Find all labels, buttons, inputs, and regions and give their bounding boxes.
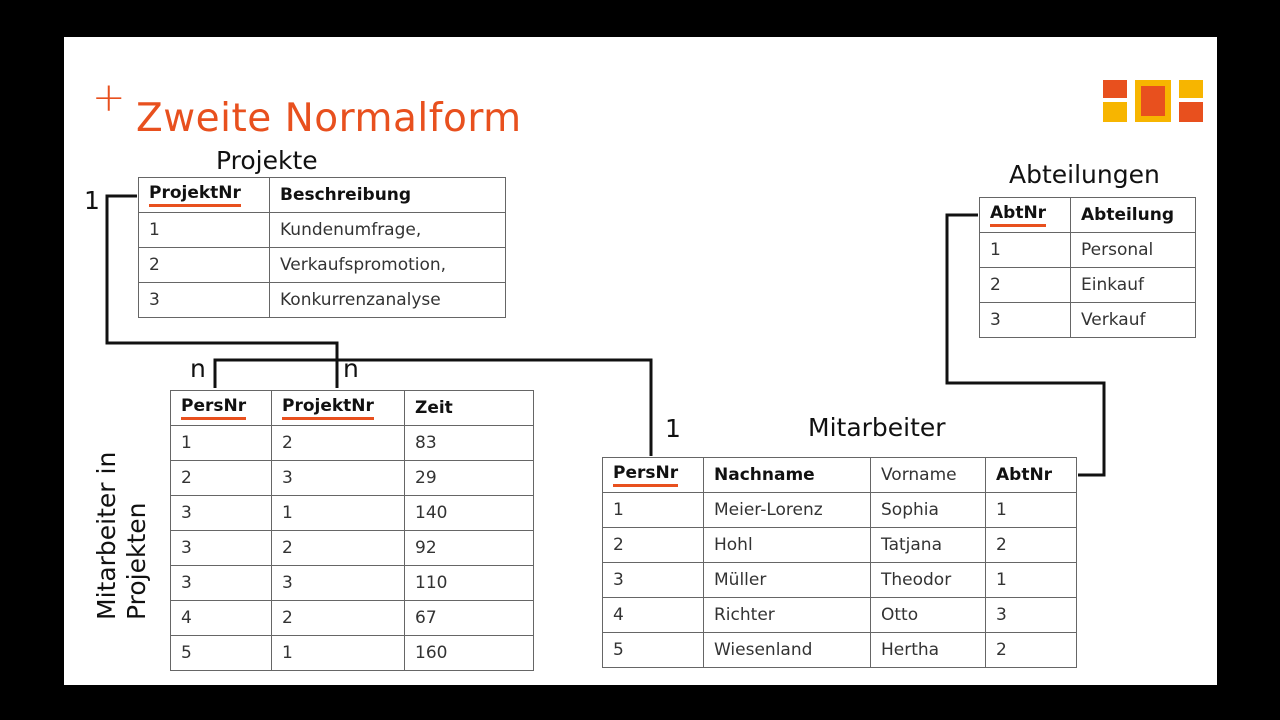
mitarbeiter-label: Mitarbeiter bbox=[808, 413, 946, 442]
cell: Theodor bbox=[871, 563, 986, 598]
table-row bbox=[603, 563, 1077, 598]
cell: 4 bbox=[603, 598, 704, 633]
cell: 2 bbox=[603, 528, 704, 563]
cell: Müller bbox=[704, 563, 871, 598]
cell: Einkauf bbox=[1071, 268, 1196, 303]
table-row bbox=[171, 496, 534, 531]
cell: 1 bbox=[986, 563, 1077, 598]
cell: 3 bbox=[272, 566, 405, 601]
table-row bbox=[171, 636, 534, 671]
cell: 5 bbox=[171, 636, 272, 671]
table-header-row bbox=[171, 391, 534, 426]
cell: 2 bbox=[171, 461, 272, 496]
cell: Konkurrenzanalyse bbox=[270, 283, 506, 318]
cell: 1 bbox=[139, 213, 270, 248]
cell: 1 bbox=[603, 493, 704, 528]
cardinality-one-mitarbeiter: 1 bbox=[665, 414, 681, 443]
cell: 2 bbox=[272, 601, 405, 636]
table-header-row bbox=[980, 198, 1196, 233]
table-row bbox=[603, 528, 1077, 563]
cell: Verkauf bbox=[1071, 303, 1196, 338]
table-row bbox=[603, 633, 1077, 668]
cell: Hohl bbox=[704, 528, 871, 563]
cell: Personal bbox=[1071, 233, 1196, 268]
table-row bbox=[171, 426, 534, 461]
table-row bbox=[139, 213, 506, 248]
cell: 5 bbox=[603, 633, 704, 668]
cell: 2 bbox=[272, 426, 405, 461]
page-title: Zweite Normalform bbox=[136, 96, 522, 141]
col-nachname: Nachname bbox=[704, 458, 871, 493]
cell: Sophia bbox=[871, 493, 986, 528]
mip-table bbox=[170, 390, 534, 671]
cell: 1 bbox=[272, 636, 405, 671]
cell: 2 bbox=[272, 531, 405, 566]
cell: Kundenumfrage, bbox=[270, 213, 506, 248]
cell: 92 bbox=[405, 531, 534, 566]
cell: Meier-Lorenz bbox=[704, 493, 871, 528]
table-row bbox=[171, 601, 534, 636]
table-row bbox=[139, 283, 506, 318]
cell: 3 bbox=[171, 566, 272, 601]
mip-label: Mitarbeiter in Projekten bbox=[92, 451, 151, 620]
col-persnr: PersNr bbox=[171, 391, 272, 426]
cell: 3 bbox=[603, 563, 704, 598]
cell: Tatjana bbox=[871, 528, 986, 563]
abteilungen-label: Abteilungen bbox=[1009, 160, 1160, 189]
projekte-table bbox=[138, 177, 506, 318]
table-header-row bbox=[603, 458, 1077, 493]
col-projektnr: ProjektNr bbox=[139, 178, 270, 213]
table-row bbox=[980, 268, 1196, 303]
abteilungen-table bbox=[979, 197, 1196, 338]
cell: 2 bbox=[139, 248, 270, 283]
cell: 160 bbox=[405, 636, 534, 671]
table-row bbox=[139, 248, 506, 283]
cell: 110 bbox=[405, 566, 534, 601]
col-persnr: PersNr bbox=[603, 458, 704, 493]
cell: Wiesenland bbox=[704, 633, 871, 668]
col-beschreibung: Beschreibung bbox=[270, 178, 506, 213]
table-row bbox=[171, 531, 534, 566]
table-row bbox=[171, 566, 534, 601]
cell: 2 bbox=[980, 268, 1071, 303]
cell: 67 bbox=[405, 601, 534, 636]
col-abtnr: AbtNr bbox=[986, 458, 1077, 493]
cell: 2 bbox=[986, 528, 1077, 563]
cell: Verkaufspromotion, bbox=[270, 248, 506, 283]
table-row bbox=[603, 598, 1077, 633]
cell: 3 bbox=[272, 461, 405, 496]
cell: Richter bbox=[704, 598, 871, 633]
table-row bbox=[171, 461, 534, 496]
cell: 3 bbox=[171, 531, 272, 566]
cell: 2 bbox=[986, 633, 1077, 668]
table-row bbox=[980, 233, 1196, 268]
projekte-label: Projekte bbox=[216, 146, 318, 175]
col-abtnr: AbtNr bbox=[980, 198, 1071, 233]
cardinality-n-projektnr: n bbox=[343, 354, 359, 383]
cell: 83 bbox=[405, 426, 534, 461]
cell: 1 bbox=[980, 233, 1071, 268]
cell: 1 bbox=[272, 496, 405, 531]
cell: 29 bbox=[405, 461, 534, 496]
table-row bbox=[980, 303, 1196, 338]
cell: 1 bbox=[986, 493, 1077, 528]
cardinality-n-persnr: n bbox=[190, 354, 206, 383]
table-row bbox=[603, 493, 1077, 528]
col-abteilung: Abteilung bbox=[1071, 198, 1196, 233]
cell: Hertha bbox=[871, 633, 986, 668]
cell: 3 bbox=[139, 283, 270, 318]
cell: 1 bbox=[171, 426, 272, 461]
cell: Otto bbox=[871, 598, 986, 633]
cell: 140 bbox=[405, 496, 534, 531]
cardinality-one-projekte: 1 bbox=[84, 186, 100, 215]
col-projektnr: ProjektNr bbox=[272, 391, 405, 426]
cell: 3 bbox=[986, 598, 1077, 633]
table-header-row bbox=[139, 178, 506, 213]
col-vorname: Vorname bbox=[871, 458, 986, 493]
col-zeit: Zeit bbox=[405, 391, 534, 426]
mitarbeiter-table bbox=[602, 457, 1077, 668]
cell: 4 bbox=[171, 601, 272, 636]
plus-icon: + bbox=[92, 75, 126, 121]
cell: 3 bbox=[171, 496, 272, 531]
cell: 3 bbox=[980, 303, 1071, 338]
